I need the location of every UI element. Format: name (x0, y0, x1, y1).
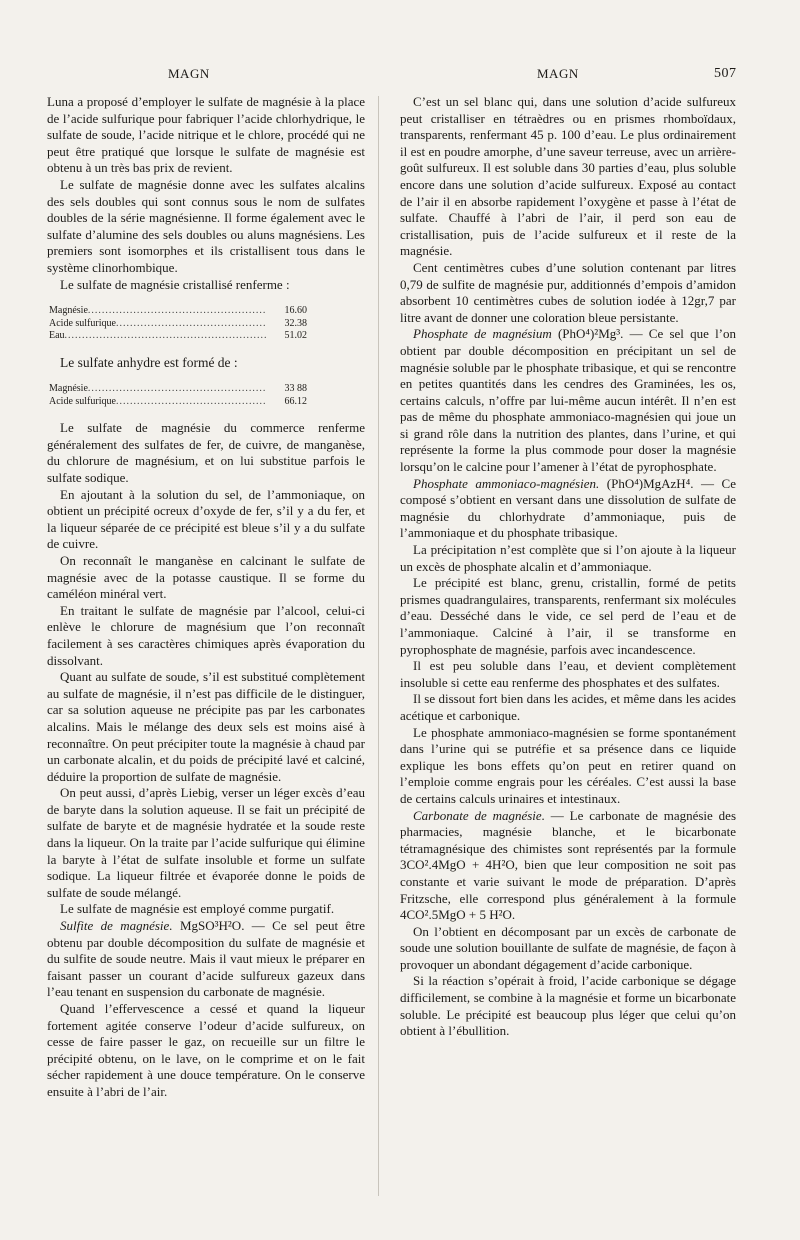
paragraph: On peut aussi, d’après Liebig, verser un léger excès d’eau de baryte dans la solution aqueuse. Il se fait un précipité de sulfate de baryte et de magnésie hydratée et la soude reste dans la liqueur. On la traite par l’acide sulfurique qui élimine la baryte à l’état de sulfate insoluble et forme un sulfate sodique. La liqueur filtrée et évaporée donne le poids de sulfate de soude mélangé. (47, 785, 365, 900)
paragraph: Le sulfate de magnésie donne avec les sulfates alcalins des sels doubles qui sont connus sous le nom de sulfates doubles de la série magnésienne. Il forme également avec le sulfate d’alumine des sels doubles ou aluns magnésiens. Les premiers sont isomorphes et ils cristallisent tous dans le système clinorhombique. (47, 176, 365, 275)
paragraph: Le sulfate de magnésie du commerce renferme généralement des sulfates de fer, de cuivre, de manganèse, du chlorure de magnésium, et on lui substitue parfois le sulfate sodique. (47, 420, 365, 485)
paragraph: Le précipité est blanc, grenu, cristallin, formé de petits prismes quadrangulaires, transparents, renfermant six molécules d’eau. Desséché dans le vide, ce sel perd de l’eau et de l’ammoniaque. Calciné à l’air, il se transforme en pyrophosphate de magnésie, parfois avec incandescence. (400, 575, 736, 657)
entry-text: Ce sel que l’on obtient par double décomposition en précipitant un sel de magnésie soluble par le phosphate tribasique, et qui se rencontre en petites quantités dans les cendres des Graminées, les os, certains calculs, n’offre par lui-même aucun intérêt. Il n’en est pas de même du phosphate ammoniaco-magnésien qui joue un si grand rôle dans la nutrition des plantes, dans l’urine, et qui représente la forme la plus commode pour doser la magnésie lorsqu’on le calcine pour l’amener à l’état de pyrophosphate. (400, 326, 737, 475)
composition-value: 66.12 (284, 395, 307, 407)
composition-name: Acide sulfurique (49, 395, 116, 407)
entry-formula: (PhO⁴)²Mg³. — (551, 326, 643, 342)
paragraph: Quant au sulfate de soude, s’il est substitué complètement au sulfate de magnésie, il n’est pas difficile de le distinguer, car sa solution aqueuse ne précipite pas par les carbonates alcalins. Mais le mélange des deux sels est moins aisé à reconnaître. On peut précipiter toute la magnésie à chaud par un carbonate alcalin, et du poids de précipité lavé et calciné, déduire la proportion de sulfate de magnésie. (47, 669, 365, 784)
entry-text: Ce sel peut être obtenu par double décomposition du sulfate de magnésie et du sulfite de soude neutre. Mais il vaut mieux le préparer en faisant passer un courant d’acide sulfureux gazeux dans l’eau tenant en suspension du carbonate de magnésie. (47, 918, 366, 1000)
paragraph: Le phosphate ammoniaco-magnésien se forme spontanément dans l’urine qui se putréfie et sa présence dans ce liquide explique les bons effets qu’on peut en retirer quand on l’emploie comme engrais pour les céréales. C’est aussi la base de certains calculs urinaires et intestinaux. (400, 724, 736, 806)
composition-row (49, 318, 307, 331)
composition-row (49, 305, 307, 318)
paragraph: Il est peu soluble dans l’eau, et devient complètement insoluble si cette eau renferme des phosphates et des sulfates. (400, 658, 736, 690)
paragraph: Le sulfate anhydre est formé de : (60, 354, 238, 370)
running-head-right: MAGN (537, 66, 579, 81)
composition-value: 51.02 (284, 330, 307, 342)
composition-row (49, 383, 307, 396)
right-column (400, 94, 736, 1040)
paragraph: La précipitation n’est complète que si l’on ajoute à la liqueur un excès de phosphate alcalin et d’ammoniaque. (400, 542, 736, 574)
page-number: 507 (714, 66, 737, 81)
left-column (47, 94, 365, 1101)
composition-name: Eau (49, 330, 65, 342)
entry-sulfite (47, 918, 365, 1001)
entry-title: Carbonate de magnésie. (413, 807, 545, 823)
composition-table-anhydrous (49, 383, 307, 408)
paragraph: Le sulfate de magnésie cristallisé renferme : (60, 276, 290, 292)
paragraph: Cent centimètres cubes d’une solution contenant par litres 0,79 de sulfite de magnésie pur, additionnés d’empois d’amidon absorbent 10 centimètres cubes de solution iodée à 12gr,7 par litre avant de donner une coloration bleue persistante. (400, 259, 736, 325)
composition-name: Acide sulfurique (49, 317, 116, 329)
entry-title: Phosphate de magnésium (413, 326, 552, 342)
paragraph: Quand l’effervescence a cessé et quand la liqueur fortement agitée conserve l’odeur d’acide sulfureux, on cesse de faire passer le gaz, on recueille sur un filtre le précipité obtenu, on le lave, on le comprime et on le fait sécher rapidement à une douce température. On le conserve ensuite à l’abri de l’air. (47, 1001, 365, 1099)
composition-value: 33 88 (284, 383, 307, 395)
composition-name: Magnésie (49, 305, 88, 317)
entry-title: Sulfite de magnésie. (60, 918, 173, 934)
entry-formula: MgSO³H²O. — (172, 918, 265, 934)
entry-phosphate-ammoniaco (400, 476, 736, 542)
entry-text: — Le carbonate de magnésie des pharmacies, magnésie blanche, et le bicarbonate tétramagnésique des chimistes sont représentés par la formule 3CO².4MgO + 4H²O, bien que leur composition ne soit pas constante et varie suivant le mode de préparation. D’après Fritzsche, elle correspond plus généralement à la formule 4CO².5MgO + 5 H²O. (400, 807, 736, 923)
paragraph: Le sulfate de magnésie est employé comme purgatif. (60, 901, 335, 917)
entry-title: Phosphate ammoniaco-magnésien. (413, 475, 600, 491)
entry-carbonate (400, 808, 736, 924)
composition-name: Magnésie (49, 383, 88, 395)
composition-value: 32.38 (284, 317, 307, 329)
paragraph: Si la réaction s’opérait à froid, l’acide carbonique se dégage difficilement, se combine à la magnésie et forme un bicarbonate soluble. Le précipité est beaucoup plus léger que celui qu’on obtient à l’ébullition. (400, 973, 736, 1039)
composition-table-crystallized (49, 305, 307, 343)
composition-row (49, 396, 307, 409)
paragraph: C’est un sel blanc qui, dans une solution d’acide sulfureux peut cristalliser en tétraèdres ou en prismes rhomboïdaux, transparents, renfermant 45 p. 100 d’eau. Le plus ordinairement il est en poudre amorphe, d’une saveur terreuse, avec un arrière-goût sulfureux. Il est soluble dans 30 parties d’eau, plus soluble encore dans une solution d’acide sulfureux. Exposé au contact de l’air il en absorbe rapidement l’oxygène et passe à l’état de sulfate. Chauffé à l’abri de l’air, il perd son eau de cristallisation, puis de l’acide sulfureux et il reste de la magnésie. (400, 94, 736, 259)
paragraph: Il se dissout fort bien dans les acides, et même dans les acides acétique et carbonique. (400, 691, 736, 723)
composition-value: 16.60 (284, 305, 307, 317)
running-head-left: MAGN (168, 66, 210, 81)
entry-text: Ce composé s’obtient en versant dans une dissolution de sulfate de magnésie du chlorhydrate d’ammoniaque, puis de l’ammoniaque et du phosphate tribasique. (400, 475, 736, 541)
paragraph: Luna a proposé d’employer le sulfate de magnésie à la place de l’acide sulfurique pour fabriquer l’acide chlorhydrique, le sulfate de soude, l’acide nitrique et le chlore, procédé qui ne peut être pratiqué que lorsque le sulfate de magnésie est obtenu à un très bas prix de revient. (47, 94, 365, 176)
paragraph: En ajoutant à la solution du sel, de l’ammoniaque, on obtient un précipité ocreux d’oxyde de fer, s’il y a du fer, et la liqueur séparée de ce précipité est bleue s’il y a du sulfate de cuivre. (47, 486, 365, 552)
paragraph: En traitant le sulfate de magnésie par l’alcool, celui-ci enlève le chlorure de magnésium que l’on reconnaît facilement à ses caractères chimiques après évaporation du dissolvant. (47, 602, 365, 668)
column-divider (378, 96, 379, 1196)
paragraph: On l’obtient en décomposant par un excès de carbonate de soude une solution bouillante de sulfate de magnésie, de façon à provoquer un abondant dégagement d’acide carbonique. (400, 923, 736, 972)
entry-phosphate (400, 326, 736, 475)
entry-formula: (PhO⁴)MgAzH⁴. — (599, 475, 715, 491)
paragraph: On reconnaît le manganèse en calcinant le sulfate de magnésie avec de la potasse caustique. Il se forme du caméléon minéral vert. (47, 552, 365, 602)
composition-row (49, 330, 307, 343)
